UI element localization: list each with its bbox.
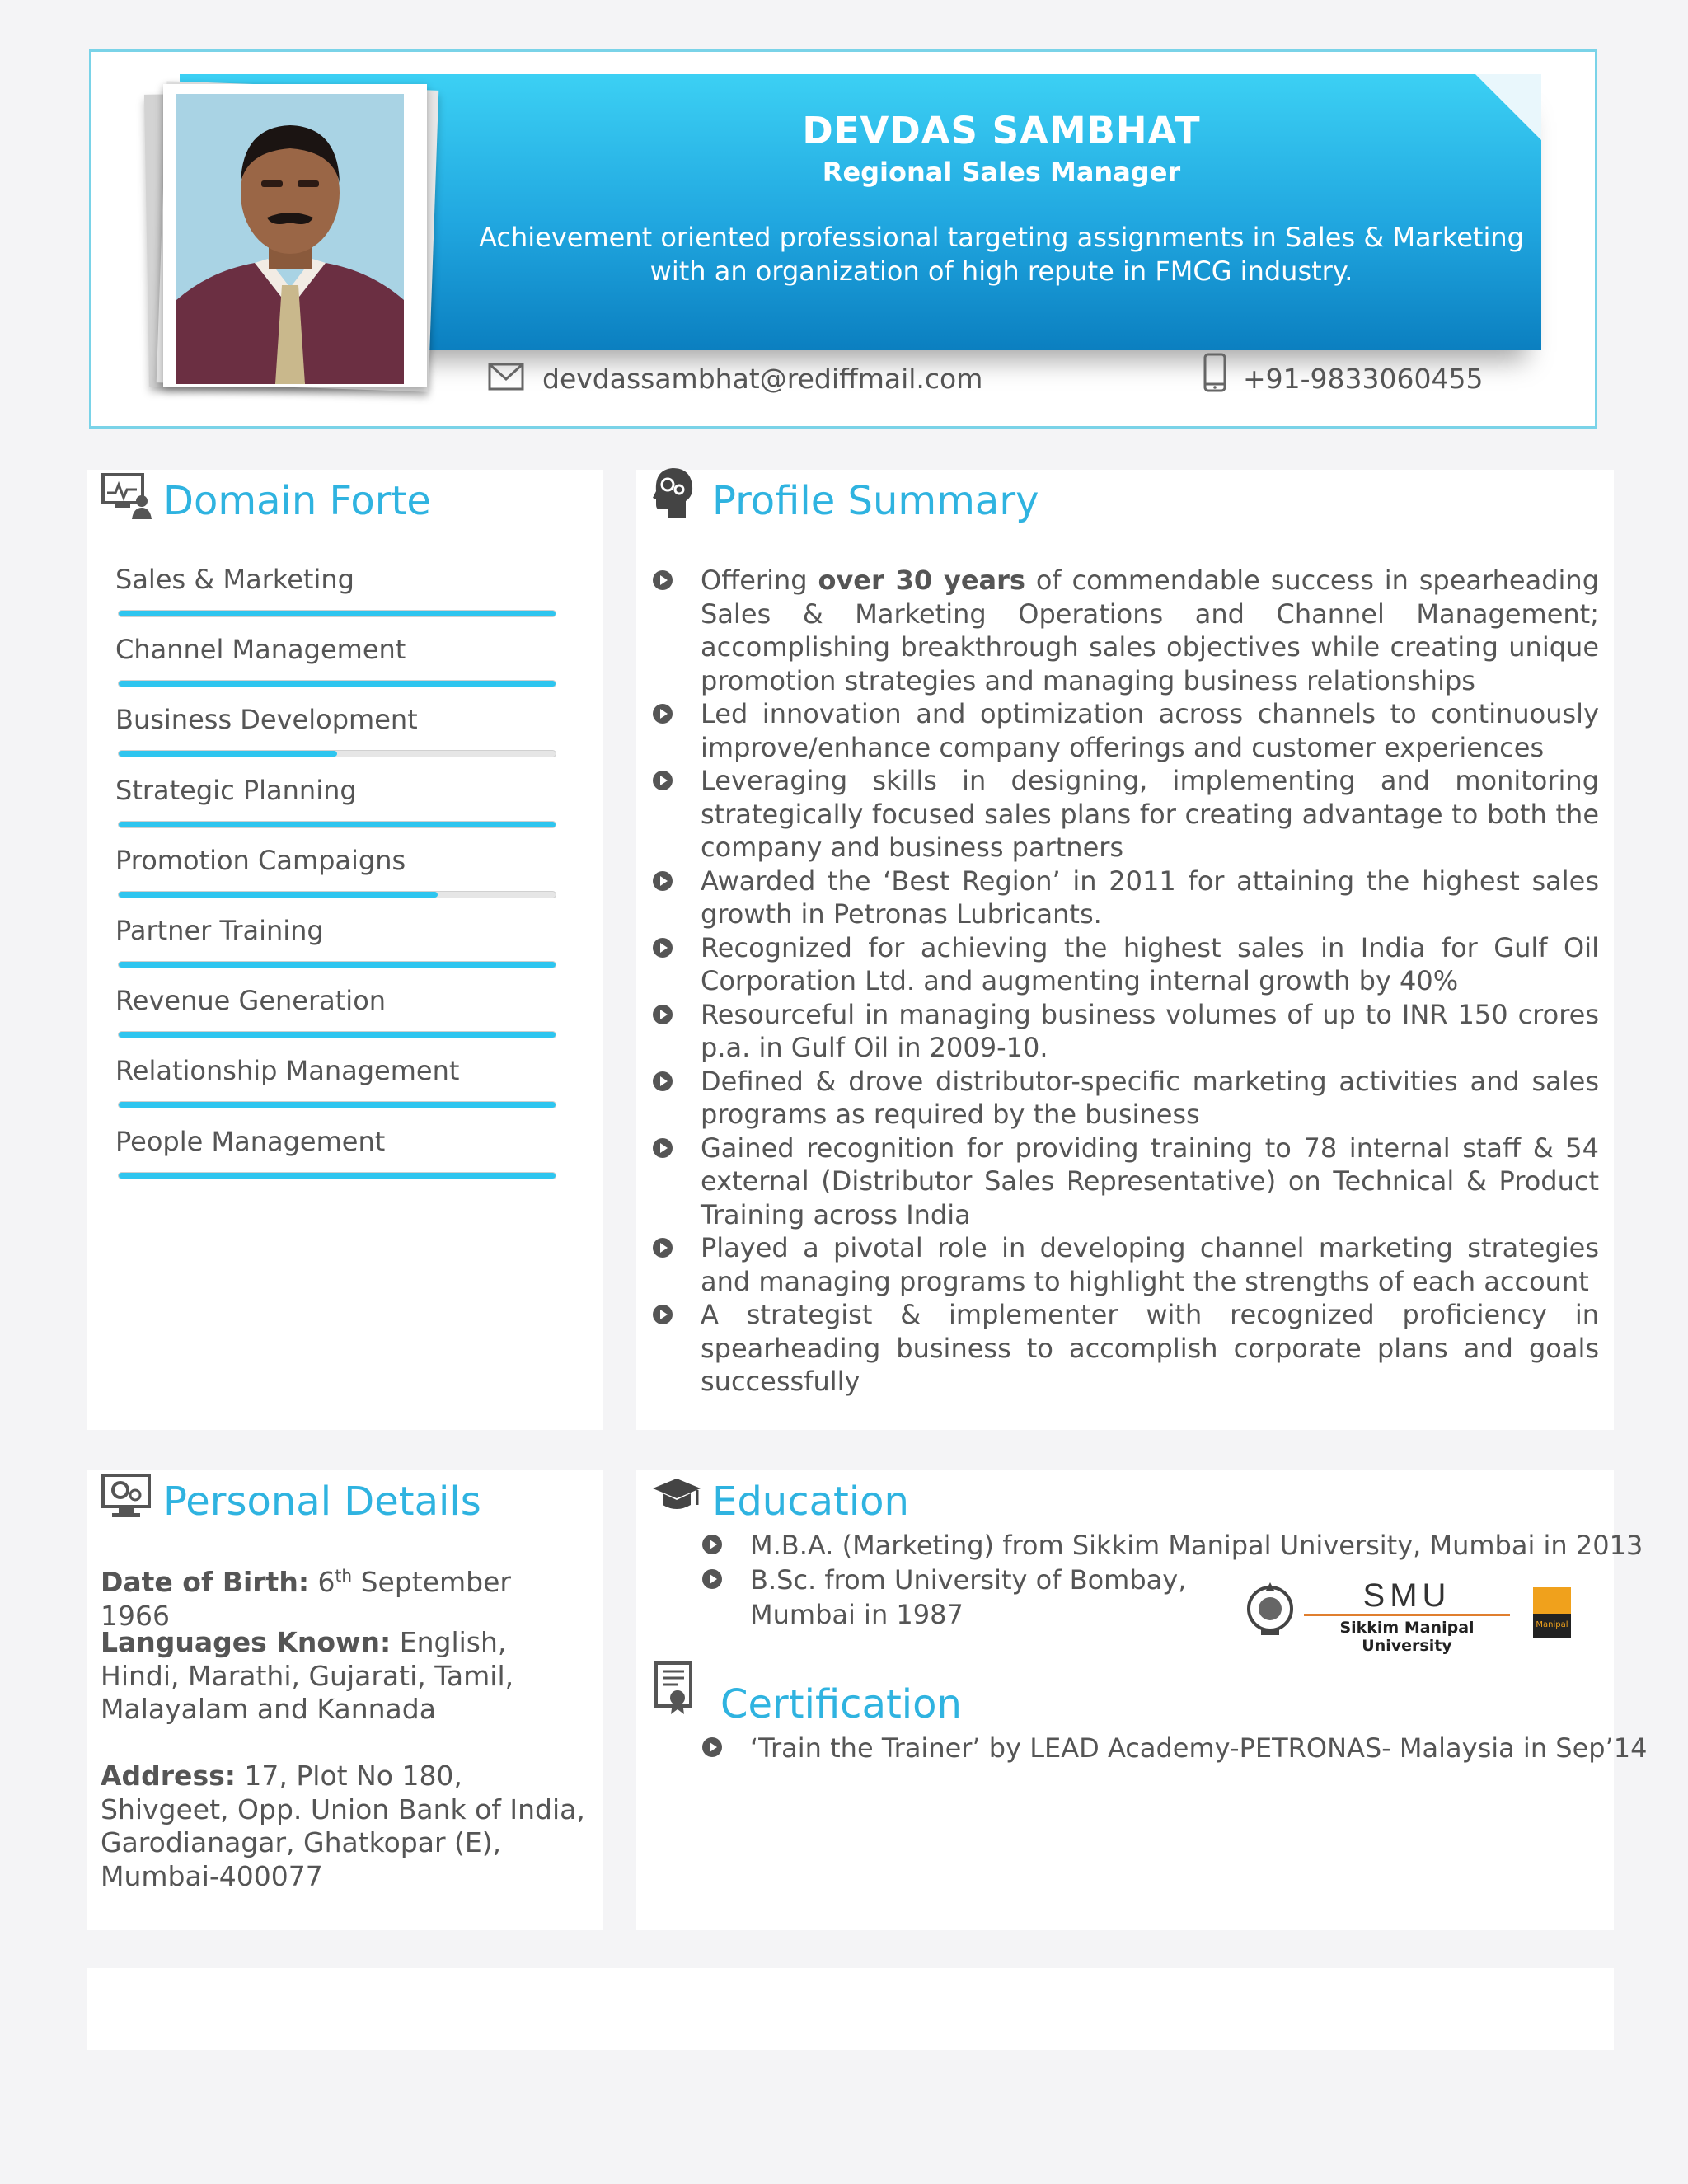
dob-suffix: th bbox=[335, 1566, 353, 1586]
skill-label: Promotion Campaigns bbox=[115, 844, 406, 876]
skill-bar-fill bbox=[119, 751, 337, 757]
bullet-text-pre: Awarded the ‘Best Region’ in 2011 for attaining the highest sales growth in Petronas Lubricants. bbox=[701, 865, 1599, 930]
skill-bar-fill bbox=[119, 1173, 556, 1179]
footer-panel bbox=[87, 1968, 1614, 2050]
bullet-text-pre: Recognized for achieving the highest sales in India for Gulf Oil Corporation Ltd. and augmenting internal growth by 40% bbox=[701, 931, 1599, 996]
play-bullet-icon bbox=[651, 1003, 674, 1026]
bsc-text: B.Sc. from University of Bombay, bbox=[750, 1564, 1187, 1596]
bullet-text-pre: Resourceful in managing business volumes of up to INR 150 crores p.a. in Gulf Oil in 2009-10. bbox=[701, 998, 1599, 1063]
skill-bar-fill bbox=[119, 611, 556, 616]
phone-number[interactable]: +91-9833060455 bbox=[1243, 363, 1484, 395]
skill-bar-fill bbox=[119, 1102, 556, 1108]
bullet-text-pre: Gained recognition for providing training to 78 internal staff & 54 external (Distributor Sales Representative) on Technical & Product Training across India bbox=[701, 1132, 1599, 1230]
candidate-name: DEVDAS SAMBHAT bbox=[802, 109, 1201, 152]
certification-item bbox=[750, 1731, 1647, 1765]
smu-underline bbox=[1304, 1614, 1510, 1616]
play-bullet-icon bbox=[651, 702, 674, 725]
play-bullet-icon bbox=[651, 936, 674, 959]
certificate-icon bbox=[653, 1661, 704, 1709]
monitor-gears-icon bbox=[101, 1472, 152, 1520]
profile-bullet bbox=[701, 1132, 1599, 1232]
play-bullet-icon bbox=[651, 1303, 674, 1326]
bullet-text-pre: Leveraging skills in designing, implementing and monitoring strategically focused sales plans for creating advantage to both the company and business partners bbox=[701, 765, 1599, 863]
skill-bar-track bbox=[118, 610, 556, 617]
profile-bullet bbox=[701, 931, 1599, 998]
profile-bullet bbox=[701, 564, 1599, 697]
bsc-year-text: Mumbai in 1987 bbox=[750, 1599, 964, 1630]
dob-label: Date of Birth: bbox=[101, 1566, 310, 1598]
profile-summary-title: Profile Summary bbox=[712, 478, 1039, 524]
skill-bar-fill bbox=[119, 962, 556, 968]
skill-bar-track bbox=[118, 961, 556, 968]
head-gears-icon bbox=[651, 466, 702, 514]
play-bullet-icon bbox=[651, 1236, 674, 1259]
address-value: 17, Plot No 180, Shivgeet, Opp. Union Bank of India, Garodianagar, Ghatkopar (E), Mumbai-400077 bbox=[101, 1760, 585, 1892]
bullet-text-pre: Led innovation and optimization across channels to continuously improve/enhance company offerings and customer experiences bbox=[701, 698, 1599, 763]
skill-bar-track bbox=[118, 1031, 556, 1038]
skill-bar-fill bbox=[119, 1032, 556, 1038]
education-title: Education bbox=[712, 1479, 909, 1525]
dob-rest: September 1966 bbox=[101, 1566, 511, 1632]
education-item-mba bbox=[750, 1528, 1643, 1563]
bullet-text-post: of commendable success in spearheading Sales & Marketing Operations and Channel Management; accomplishing breakthrough sales objectives while creating unique promotion strategies and managing business relationships bbox=[701, 565, 1600, 696]
address bbox=[101, 1760, 587, 1893]
profile-bullet bbox=[701, 764, 1599, 865]
candidate-role: Regional Sales Manager bbox=[822, 157, 1181, 188]
skill-label: Sales & Marketing bbox=[115, 564, 354, 595]
skill-label: Partner Training bbox=[115, 915, 324, 946]
skill-label: Relationship Management bbox=[115, 1055, 460, 1087]
profile-summary-list bbox=[701, 564, 1599, 1399]
skill-label: Business Development bbox=[115, 704, 418, 736]
skill-label: Revenue Generation bbox=[115, 985, 387, 1017]
play-bullet-icon bbox=[651, 569, 674, 592]
profile-bullet bbox=[701, 1231, 1599, 1298]
languages-value: English, Hindi, Marathi, Gujarati, Tamil, Malayalam and Kannada bbox=[101, 1626, 514, 1725]
smu-emblem-icon bbox=[1245, 1581, 1296, 1638]
email-address[interactable]: devdassambhat@rediffmail.com bbox=[542, 363, 983, 395]
bullet-text-bold: over 30 years bbox=[818, 565, 1025, 596]
smu-logo bbox=[1245, 1577, 1574, 1655]
bullet-text-pre: Played a pivotal role in developing channel marketing strategies and managing programs to highlight the strengths of each account bbox=[701, 1232, 1599, 1297]
skill-bar-fill bbox=[119, 892, 438, 898]
manipal-badge-text: Manipal bbox=[1536, 1620, 1568, 1629]
monitor-user-icon bbox=[101, 471, 152, 519]
date-of-birth bbox=[101, 1559, 587, 1633]
play-bullet-icon bbox=[701, 1533, 724, 1556]
certification-text: ‘Train the Trainer’ by LEAD Academy-PETRONAS- Malaysia in Sep’14 bbox=[750, 1732, 1648, 1764]
skill-label: People Management bbox=[115, 1125, 386, 1157]
personal-details-title: Personal Details bbox=[163, 1479, 481, 1525]
languages-known bbox=[101, 1626, 587, 1727]
skill-bar-track bbox=[118, 891, 556, 898]
skill-bar-fill bbox=[119, 822, 556, 827]
mba-text: M.B.A. (Marketing) from Sikkim Manipal University, Mumbai in 2013 bbox=[750, 1530, 1643, 1561]
manipal-badge-top bbox=[1533, 1587, 1571, 1614]
profile-bullet bbox=[701, 697, 1599, 764]
bullet-text-pre: Defined & drove distributor-specific marketing activities and sales programs as required by the business bbox=[701, 1065, 1599, 1130]
profile-bullet bbox=[701, 1298, 1599, 1399]
bullet-text-pre: A strategist & implementer with recognized proficiency in spearheading business to accomplish corporate plans and goals successfully bbox=[701, 1299, 1599, 1397]
play-bullet-icon bbox=[651, 769, 674, 792]
profile-bullet bbox=[701, 865, 1599, 931]
play-bullet-icon bbox=[651, 1070, 674, 1093]
domain-forte-title: Domain Forte bbox=[163, 478, 431, 524]
skill-bar-track bbox=[118, 750, 556, 757]
play-bullet-icon bbox=[651, 1137, 674, 1160]
smu-full-name: Sikkim Manipal University bbox=[1339, 1619, 1475, 1655]
certification-title: Certification bbox=[720, 1681, 962, 1727]
skill-bar-track bbox=[118, 1172, 556, 1179]
profile-bullet bbox=[701, 998, 1599, 1065]
address-label: Address: bbox=[101, 1760, 236, 1792]
education-item-bsc bbox=[750, 1563, 1186, 1632]
skill-bar-track bbox=[118, 680, 556, 687]
play-bullet-icon bbox=[701, 1568, 724, 1591]
play-bullet-icon bbox=[651, 869, 674, 893]
mail-icon bbox=[488, 363, 524, 391]
mobile-phone-icon bbox=[1203, 353, 1226, 392]
skill-label: Channel Management bbox=[115, 634, 406, 666]
skill-bar-track bbox=[118, 821, 556, 828]
bullet-text-pre: Offering bbox=[701, 565, 818, 596]
skill-bar-track bbox=[118, 1101, 556, 1108]
profile-bullet bbox=[701, 1065, 1599, 1132]
manipal-badge bbox=[1533, 1587, 1571, 1638]
skill-label: Strategic Planning bbox=[115, 774, 357, 806]
profile-photo bbox=[176, 94, 404, 384]
dob-day: 6 bbox=[317, 1566, 335, 1598]
smu-abbr: SMU bbox=[1362, 1577, 1451, 1614]
languages-label: Languages Known: bbox=[101, 1626, 392, 1658]
career-objective: Achievement oriented professional targeting assignments in Sales & Marketing with an organization of high repute in FMCG industry. bbox=[479, 222, 1524, 287]
skill-bar-fill bbox=[119, 681, 556, 687]
play-bullet-icon bbox=[701, 1736, 724, 1759]
graduation-cap-icon bbox=[651, 1475, 702, 1523]
